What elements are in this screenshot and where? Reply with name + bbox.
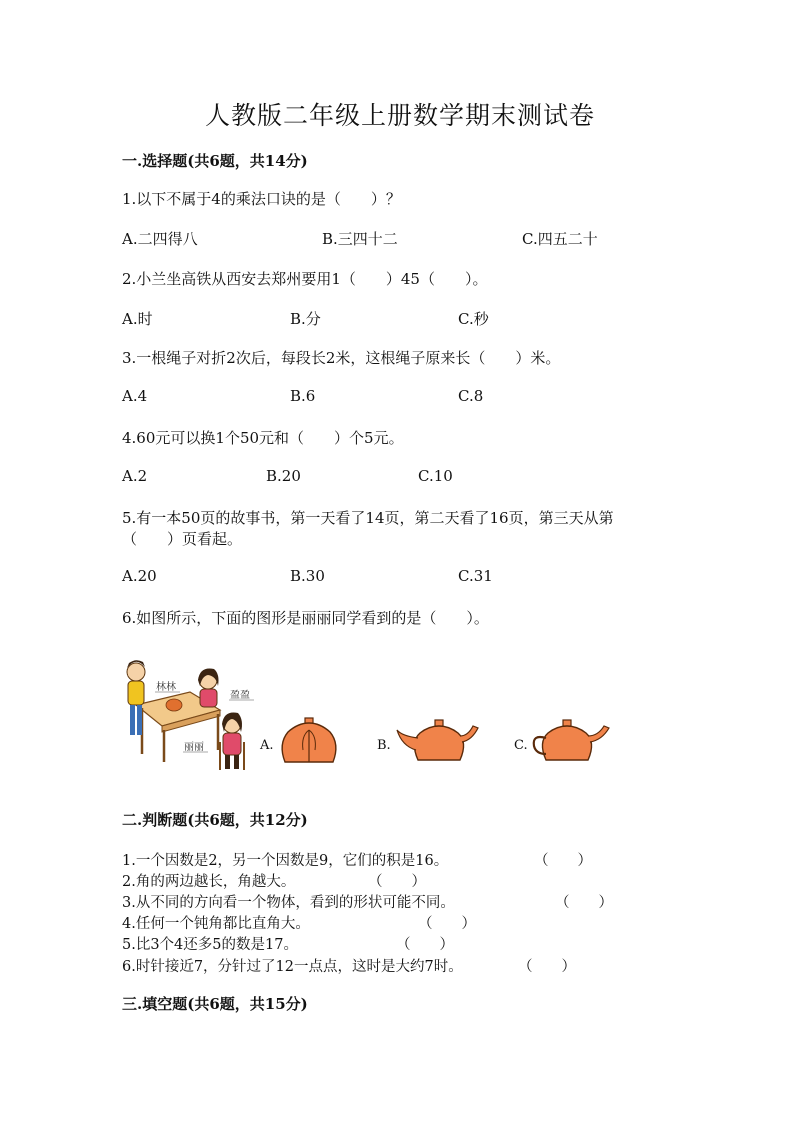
page-title: 人教版二年级上册数学期末测试卷	[204, 101, 595, 130]
yingying-body	[200, 689, 217, 707]
lili-leg	[225, 755, 230, 769]
q5-option-b: B.30	[290, 567, 325, 585]
question-5-line-2: （ ）页看起。	[122, 530, 243, 548]
judge-item-4-blank: （ ）	[418, 916, 476, 932]
q5-option-a: A.20	[122, 567, 157, 585]
question-2: 2.小兰坐高铁从西安去郑州要用1（ ）45（ ）。	[122, 270, 488, 288]
q5-option-c: C.31	[458, 567, 493, 585]
q4-option-a: A.2	[122, 467, 148, 485]
label-lili: 丽丽	[184, 742, 204, 753]
judge-item-3: 3.从不同的方向看一个物体，看到的形状可能不同。	[122, 895, 455, 911]
judge-item-5: 5.比3个4还多5的数是17。	[122, 937, 298, 953]
linlin-leg	[130, 705, 135, 735]
q3-option-c: C.8	[458, 387, 484, 405]
q6-option-c-label: C.	[514, 738, 528, 753]
section-heading-judge: 二.判断题(共6题，共12分)	[122, 811, 308, 829]
q1-option-b: B.三四十二	[322, 230, 398, 248]
judge-item-1: 1.一个因数是2，另一个因数是9，它们的积是16。	[122, 853, 449, 869]
q4-option-c: C.10	[418, 467, 453, 485]
judge-item-6-blank: （ ）	[518, 959, 576, 975]
q1-option-a: A.二四得八	[122, 230, 198, 248]
q3-option-b: B.6	[290, 387, 316, 405]
judge-item-6: 6.时针接近7，分针过了12一点点，这时是大约7时。	[122, 959, 463, 975]
q6-option-a-label: A.	[260, 738, 274, 753]
q4-option-b: B.20	[266, 467, 301, 485]
lili-leg	[234, 755, 239, 769]
question-1: 1.以下不属于4的乘法口诀的是（ ）？	[122, 190, 401, 208]
section-heading-fill: 三.填空题(共6题，共15分)	[122, 995, 308, 1013]
question-3: 3.一根绳子对折2次后，每段长2米，这根绳子原来长（ ）米。	[122, 349, 561, 367]
linlin-head	[127, 663, 145, 681]
label-yingying: 盈盈	[230, 690, 250, 701]
question-6: 6.如图所示，下面的图形是丽丽同学看到的是（ ）。	[122, 609, 489, 627]
judge-item-4: 4.任何一个钝角都比直角大。	[122, 916, 310, 932]
q6-figure	[122, 650, 622, 775]
lili-body	[223, 733, 241, 755]
judge-item-5-blank: （ ）	[396, 937, 454, 953]
teapot-front-view	[282, 718, 336, 762]
question-5-line-1: 5.有一本50页的故事书，第一天看了14页，第二天看了16页，第三天从第	[122, 509, 614, 527]
judge-item-1-blank: （ ）	[534, 853, 592, 869]
teapot-side-view-b	[397, 720, 478, 760]
judge-item-2: 2.角的两边越长，角越大。	[122, 874, 296, 890]
scene-illustration	[127, 660, 254, 770]
q3-option-a: A.4	[122, 387, 148, 405]
linlin-body	[128, 681, 144, 705]
label-linlin: 林林	[156, 682, 176, 693]
q6-option-b-label: B.	[377, 738, 391, 753]
q2-option-c: C.秒	[458, 310, 489, 328]
q2-option-a: A.时	[122, 310, 153, 328]
judge-item-2-blank: （ ）	[368, 874, 426, 890]
linlin-leg	[137, 705, 142, 735]
judge-item-3-blank: （ ）	[555, 895, 613, 911]
q2-option-b: B.分	[290, 310, 321, 328]
q1-option-c: C.四五二十	[522, 230, 598, 248]
teapot-on-table	[166, 699, 182, 711]
section-heading-choice: 一.选择题(共6题，共14分)	[122, 152, 308, 170]
question-4: 4.60元可以换1个50元和（ ）个5元。	[122, 429, 404, 447]
teapot-side-view-c	[534, 720, 609, 760]
